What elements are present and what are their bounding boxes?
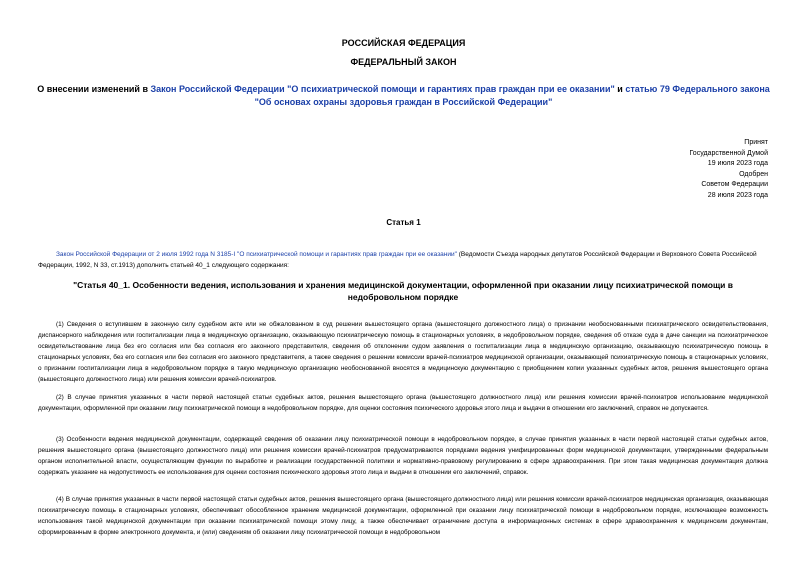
law-type-heading: ФЕДЕРАЛЬНЫЙ ЗАКОН (350, 57, 457, 67)
adoption-line: Государственной Думой (689, 149, 768, 157)
adoption-block (689, 138, 768, 202)
approval-line: Одобрен (739, 170, 768, 178)
adoption-line: Принят (744, 139, 768, 146)
article-intro (38, 250, 768, 271)
paragraph-2: (2) В случае принятия указанных в части первой настоящей статьи судебных актов, решения вышестоящего органа (вышестоящего должностного лица) или решения комиссии врачей-психиатров использование медицинской документации, оформленной при оказании лицу психиатрической помощи в недобровольном порядке, для оценки состояния психического здоровья этого лица и выдачи в отношении его заключений, справок не допускается. (38, 394, 768, 412)
law-title (30, 83, 777, 109)
intro-text: (Ведомости Съезда народных депутатов Российской Федерации и Верховного Совета Российской Федерации, 1992, N 33, ст.1913) дополнить статьей 40_1 следующего содержания: (38, 251, 757, 269)
country-heading: РОССИЙСКАЯ ФЕДЕРАЦИЯ (341, 38, 466, 48)
paragraph-3: (3) Особенности ведения медицинской документации, содержащей сведения об оказании лицу психиатрической помощи в недобровольном порядке, в случае принятия указанных в части первой настоящей статьи судебных актов, решения вышестоящего органа (вышестоящего должностного лица) или решения комиссии врачей-психиатров предусматриваются порядками ведения унифицированных форм медицинской документации, утвержденными федеральным органом исполнительной власти, осуществляющим функции по выработке и реализации государственной политики и нормативно-правовому регулированию в сфере здравоохранения. При этом такая медицинская документация должна содержать указание на недопустимость ее использования для оценки состояния психического здоровья этого лица и выдачи в отношении его заключений, справок. (38, 436, 768, 476)
intro-law-link[interactable]: Закон Российской Федерации от 2 июля 1992 года N 3185-I "О психиатрической помощи и гарантиях прав граждан при ее оказании" (56, 251, 457, 258)
article-heading: Статья 1 (386, 218, 421, 227)
approval-line: Советом Федерации (701, 181, 768, 189)
approval-date: 28 июля 2023 года (707, 191, 768, 199)
paragraph-1: (1) Сведения о вступившем в законную силу судебном акте или не обжалованном в суд решении вышестоящего органа (вышестоящего должностного лица) о признании необоснованными психиатрического освидетельствования, диспансерного наблюдения или госпитализации лица в медицинскую организацию, оказывающую психиатрическую помощь в стационарных условиях, в недобровольном порядке, сведения об отказе суда в даче санкции на психиатрическое освидетельствование лица без его согласия или без согласия его законного представителя, сведения об отклонении судом заявления о госпитализации лица в медицинскую организацию, оказывающую психиатрическую помощь в стационарных условиях, без его согласия или без согласия его законного представителя, а также сведения о решении комиссии врачей-психиатров медицинской организации, оказывающей психиатрическую помощь в стационарных условиях, о признании госпитализации лица в недобровольном порядке в такую медицинскую организацию необоснованной вносятся в медицинскую документацию с приобщением копии указанных судебных актов, решения вышестоящего органа (вышестоящего должностного лица) или решения комиссии врачей-психиатров. (38, 321, 768, 383)
law-title-prefix: О внесении изменений в (37, 84, 151, 94)
adoption-date: 19 июля 2023 года (707, 160, 768, 168)
law-title-mid: и (614, 84, 626, 94)
law-title-link-1[interactable]: Закон Российской Федерации "О психиатрической помощи и гарантиях прав граждан при ее оказании" (150, 84, 615, 94)
paragraph-4: (4) В случае принятия указанных в части первой настоящей статьи судебных актов, решения вышестоящего органа (вышестоящего должностного лица) или решения комиссии врачей-психиатров медицинская организация, оказывающая психиатрическую помощь в стационарных условиях, обеспечивает обособленное хранение медицинской документации, оформленной при оказании лицу психиатрической помощи в недобровольном порядке, исключающее возможность использования такой медицинской документации при оказании психиатрической помощи этому лицу, а также обеспечивает ограничение доступа в информационных системах в сфере здравоохранения к медицинским документам, сформированным в форме электронного документа, и (или) сведениям об оказании лицу психиатрической помощи в недобровольном (38, 496, 768, 536)
article-subheading: "Статья 40_1. Особенности ведения, использования и хранения медицинской документации, оформленной при оказании лицу психиатрической помощи в недобровольном порядке (73, 280, 733, 302)
law-title-link-2[interactable]: статью 79 Федерального закона "Об основах охраны здоровья граждан в Российской Федерации" (254, 84, 770, 107)
